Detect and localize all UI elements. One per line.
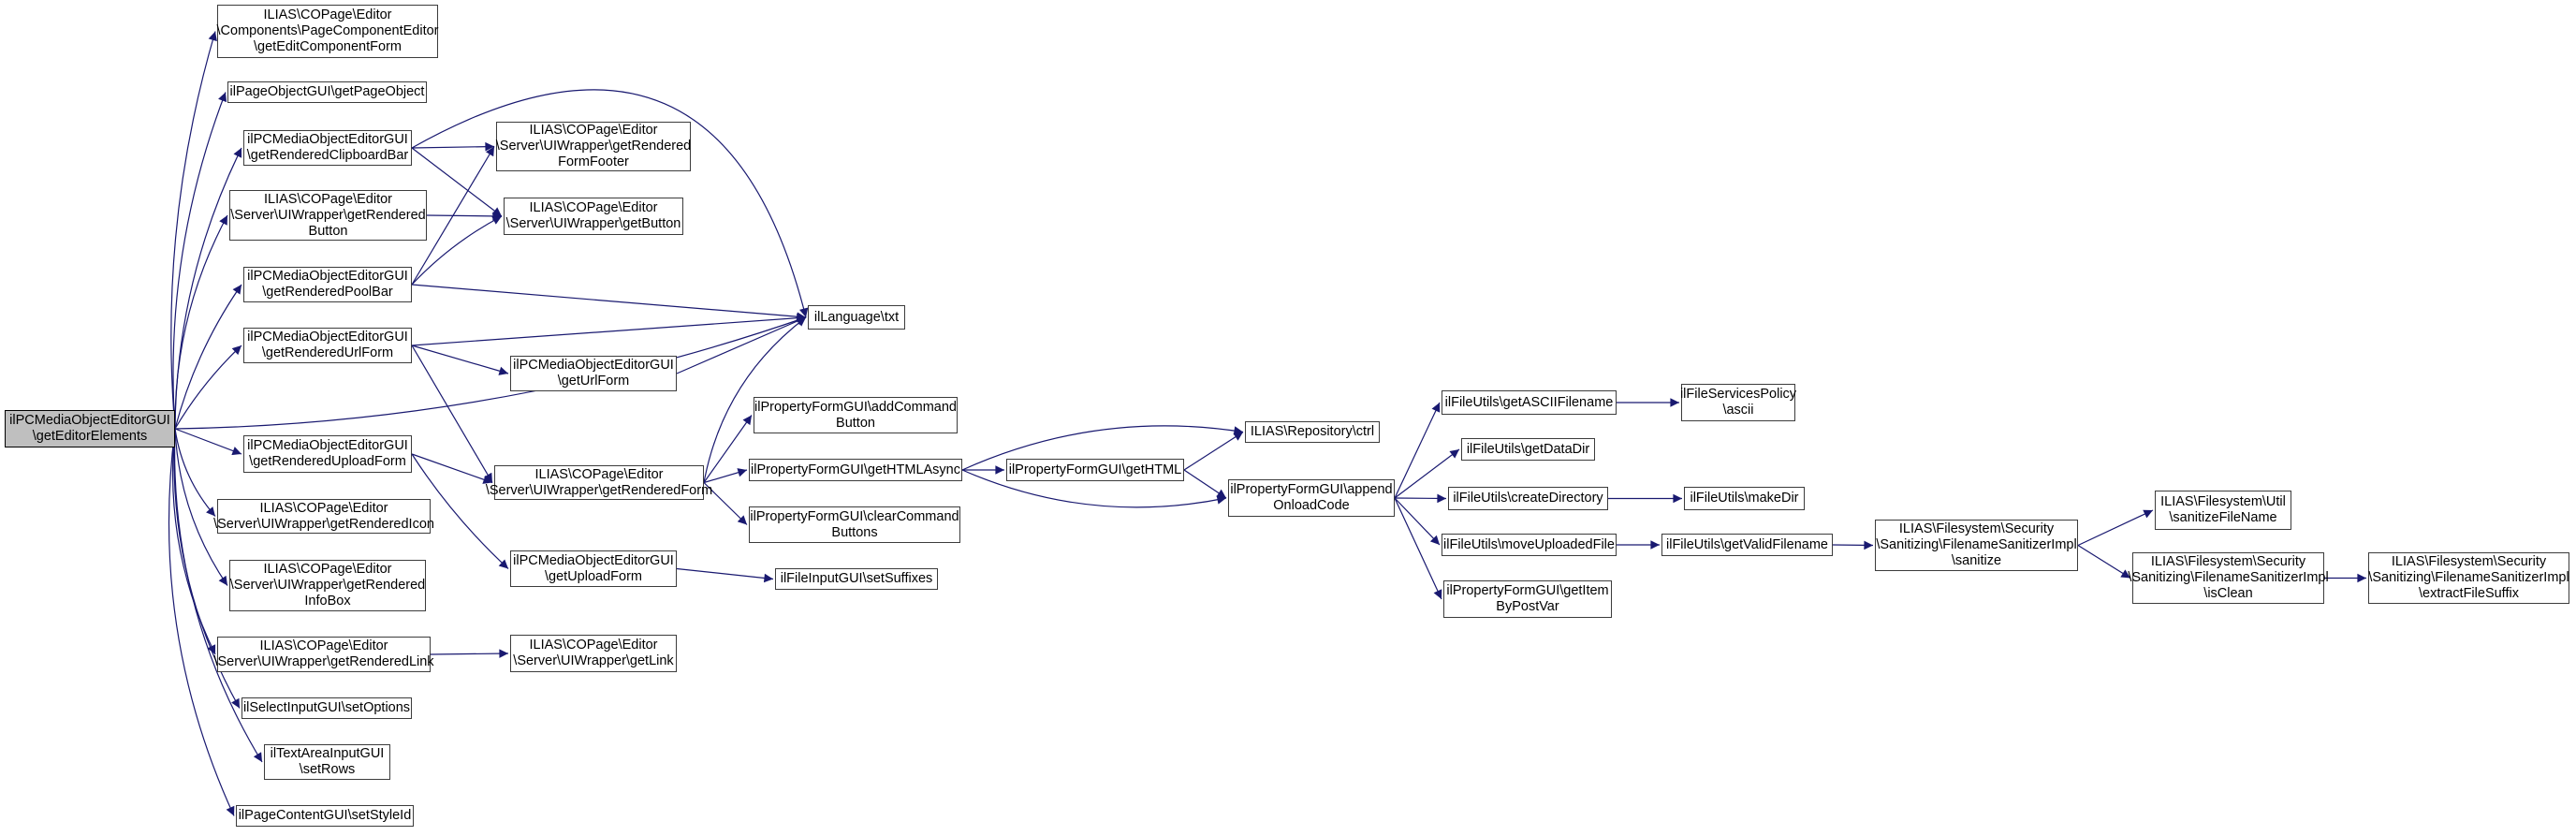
node-label-line: ILIAS\Filesystem\Security	[1898, 521, 2055, 536]
node-label-line: \getUploadForm	[545, 568, 642, 584]
node-label-line: \Server\UIWrapper\getRenderedLink	[213, 654, 434, 669]
edge-uiwrapper_getRenderedButton-uiwrapper_getButton	[427, 215, 502, 216]
node-label-line: ilPropertyFormGUI\getHTMLAsync	[751, 462, 960, 477]
node-label-line: \sanitizeFileName	[2169, 510, 2277, 525]
edge-getUrlForm-lang_txt	[677, 317, 806, 374]
node-label-line: ByPostVar	[1496, 599, 1559, 614]
node-getDataDir[interactable]	[1461, 438, 1595, 461]
node-label-line: Button	[836, 415, 875, 431]
node-label-line: Button	[308, 223, 348, 239]
node-clearCommandButtons[interactable]	[749, 506, 960, 543]
node-label-line: \isClean	[2203, 586, 2253, 601]
node-label-line: ilPCMediaObjectEditorGUI	[513, 358, 674, 373]
node-label-line: \getEditorElements	[32, 429, 148, 444]
node-uiwrapper_getLink[interactable]	[510, 635, 677, 672]
edge-getEditorElements-getPageObject	[173, 93, 226, 430]
node-label-line: ILIAS\Filesystem\Security	[2391, 554, 2547, 569]
node-getValidFilename[interactable]	[1661, 534, 1833, 556]
node-moveUploadedFile[interactable]	[1442, 534, 1617, 556]
node-getRenderedIcon[interactable]	[213, 499, 434, 534]
node-label-line: \Server\UIWrapper\getRenderedForm	[485, 482, 713, 498]
edge-getRenderedLink-uiwrapper_getLink	[431, 653, 508, 654]
node-label-line: \sanitize	[1951, 553, 2002, 568]
node-getRenderedFormFooter[interactable]	[496, 122, 691, 171]
node-label-line: ilPageObjectGUI\getPageObject	[229, 84, 425, 99]
edge-sanitize-sanitizeFileName	[2078, 510, 2153, 546]
node-getItemByPostVar[interactable]	[1443, 580, 1612, 618]
edge-getRenderedClipboardBar-getRenderedFormFooter	[412, 147, 494, 149]
node-repository_ctrl[interactable]	[1245, 421, 1380, 443]
node-label-line: \Sanitizing\FilenameSanitizerImpl	[1876, 537, 2077, 552]
node-setRows[interactable]	[264, 744, 390, 780]
node-label-line: \getRenderedClipboardBar	[246, 148, 409, 163]
node-label-line: Buttons	[831, 524, 878, 540]
edge-appendOnloadCode-moveUploadedFile	[1395, 498, 1440, 545]
node-getEditComponentForm[interactable]	[217, 5, 438, 58]
edge-getRenderedUrlForm-lang_txt	[412, 317, 806, 345]
node-getRenderedUploadForm[interactable]	[243, 435, 412, 473]
node-setOptions[interactable]	[242, 697, 412, 719]
node-label-line: \ascii	[1722, 403, 1754, 418]
node-getPageObject[interactable]	[227, 81, 427, 103]
node-label-line: ilPropertyFormGUI\clearCommand	[750, 508, 959, 524]
node-getRenderedClipboardBar[interactable]	[243, 130, 412, 166]
edge-getEditorElements-getRenderedPoolBar	[175, 285, 242, 429]
node-label-line: ilPropertyFormGUI\addCommand	[754, 399, 957, 415]
node-getRenderedLink[interactable]	[213, 637, 434, 672]
node-label-line: FormFooter	[558, 154, 629, 169]
node-getEditorElements	[5, 410, 175, 447]
node-label-line: ilFileUtils\moveUploadedFile	[1443, 536, 1615, 552]
edge-getEditorElements-getRenderedUrlForm	[175, 345, 242, 429]
edge-appendOnloadCode-getItemByPostVar	[1395, 498, 1442, 599]
node-label-line: \Components\PageComponentEditor	[216, 23, 439, 38]
node-label-line: \Server\UIWrapper\getButton	[505, 216, 681, 231]
node-label-line: ilPCMediaObjectEditorGUI	[247, 438, 408, 453]
node-label-line: ilFileUtils\createDirectory	[1453, 491, 1603, 506]
edge-appendOnloadCode-createDirectory	[1395, 498, 1446, 499]
node-label-line: \getEditComponentForm	[254, 39, 402, 54]
node-getHTML[interactable]	[1006, 459, 1184, 481]
node-label-line: \Server\UIWrapper\getRendered	[495, 139, 692, 154]
node-label-line: \setRows	[299, 762, 356, 777]
node-label-line: ilLanguage\txt	[813, 309, 900, 325]
edge-getRenderedForm-addCommandButton	[704, 416, 752, 483]
node-addCommandButton[interactable]	[754, 397, 958, 433]
node-extractFileSuffix[interactable]	[2368, 552, 2569, 604]
node-label-line: ilPropertyFormGUI\getItem	[1446, 583, 1609, 598]
edge-getRenderedUploadForm-getRenderedForm	[412, 454, 492, 483]
node-label-line: ilPropertyFormGUI\append	[1230, 482, 1393, 497]
node-label-line: ilFileUtils\getValidFilename	[1666, 536, 1828, 552]
node-label-line: ilSelectInputGUI\setOptions	[242, 700, 411, 715]
node-label-line: ilTextAreaInputGUI	[270, 746, 385, 761]
edge-getRenderedForm-getHTMLAsync	[704, 470, 747, 483]
node-getUploadForm[interactable]	[510, 550, 677, 587]
node-label-line: ilPageContentGUI\setStyleId	[238, 808, 412, 823]
node-getASCIIFilename[interactable]	[1442, 390, 1617, 415]
node-label-line: ilPCMediaObjectEditorGUI	[513, 552, 674, 568]
node-label-line: ILIAS\Repository\ctrl	[1250, 424, 1375, 439]
edge-getHTML-repository_ctrl	[1184, 433, 1243, 471]
node-label-line: ILIAS\COPage\Editor	[259, 500, 388, 516]
node-label-line: ilPCMediaObjectEditorGUI	[247, 269, 408, 284]
node-label-line: ilPCMediaObjectEditorGUI	[247, 132, 408, 147]
node-makeDir[interactable]	[1684, 487, 1805, 510]
node-label-line: ILIAS\Filesystem\Security	[2150, 554, 2306, 569]
edge-getRenderedUrlForm-getRenderedForm	[412, 345, 492, 483]
node-label-line: ILIAS\COPage\Editor	[259, 638, 388, 653]
node-label-line: ILIAS\COPage\Editor	[263, 7, 392, 22]
node-label-line: ILIAS\COPage\Editor	[529, 200, 658, 215]
node-label-line: ilPCMediaObjectEditorGUI	[247, 330, 408, 345]
node-label-line: \Server\UIWrapper\getRendered	[230, 207, 426, 223]
node-setSuffixes[interactable]	[775, 568, 938, 590]
edge-getHTML-appendOnloadCode	[1184, 470, 1226, 498]
node-label-line: InfoBox	[304, 594, 351, 609]
node-label-line: \getUrlForm	[557, 374, 630, 389]
edge-getEditorElements-getRenderedUploadForm	[175, 429, 242, 454]
node-appendOnloadCode[interactable]	[1228, 479, 1395, 517]
node-label-line: ilPCMediaObjectEditorGUI	[9, 413, 170, 428]
node-setStyleId[interactable]	[236, 805, 414, 827]
edge-getValidFilename-sanitize	[1833, 545, 1873, 546]
node-sanitizeFileName[interactable]	[2155, 491, 2291, 530]
node-label-line: \getRenderedUploadForm	[249, 454, 406, 469]
node-label-line: ILIAS\COPage\Editor	[529, 638, 658, 653]
node-getUrlForm[interactable]	[510, 356, 677, 391]
node-getHTMLAsync[interactable]	[749, 459, 962, 481]
node-getRenderedForm[interactable]	[485, 465, 713, 500]
node-label-line: ilFileUtils\getASCIIFilename	[1444, 394, 1614, 410]
node-label-line: ilFileServicesPolicy	[1679, 387, 1797, 402]
node-label-line: ilFileUtils\makeDir	[1690, 491, 1799, 506]
node-label-line: ILIAS\Filesystem\Util	[2160, 494, 2286, 509]
node-label-line: \Server\UIWrapper\getLink	[513, 653, 674, 668]
node-label-line: \extractFileSuffix	[2419, 586, 2519, 601]
node-fileservices_ascii[interactable]	[1681, 384, 1795, 421]
edge-sanitize-isClean	[2078, 546, 2130, 579]
node-label-line: ILIAS\COPage\Editor	[529, 123, 658, 138]
node-isClean[interactable]	[2128, 552, 2329, 604]
node-createDirectory[interactable]	[1448, 487, 1608, 510]
node-label-line: ILIAS\COPage\Editor	[263, 562, 392, 577]
node-getRenderedPoolBar[interactable]	[243, 267, 412, 302]
node-label-line: \Server\UIWrapper\getRendered	[229, 578, 426, 593]
node-uiwrapper_getButton[interactable]	[504, 198, 683, 235]
node-label-line: \Server\UIWrapper\getRenderedIcon	[213, 516, 434, 532]
node-label-line: \Sanitizing\FilenameSanitizerImpl	[2128, 570, 2329, 585]
node-getRenderedInfoBox[interactable]	[229, 560, 426, 611]
node-label-line: \getRenderedUrlForm	[261, 345, 394, 360]
node-lang_txt[interactable]	[808, 305, 905, 330]
node-label-line: ilFileUtils\getDataDir	[1466, 441, 1590, 457]
node-label-line: \getRenderedPoolBar	[262, 285, 393, 300]
node-uiwrapper_getRenderedButton[interactable]	[229, 190, 427, 241]
edge-getEditorElements-getRenderedLink	[173, 429, 215, 654]
node-label-line: OnloadCode	[1273, 498, 1350, 513]
node-label-line: ilFileInputGUI\setSuffixes	[780, 571, 933, 586]
edge-getRenderedPoolBar-lang_txt	[412, 285, 806, 317]
node-label-line: ILIAS\COPage\Editor	[263, 191, 392, 207]
edge-appendOnloadCode-getASCIIFilename	[1395, 403, 1440, 498]
node-sanitize[interactable]	[1875, 520, 2078, 571]
edge-getUploadForm-setSuffixes	[677, 569, 773, 579]
node-label-line: ilPropertyFormGUI\getHTML	[1008, 462, 1182, 477]
node-getRenderedUrlForm[interactable]	[243, 328, 412, 363]
node-label-line: \Sanitizing\FilenameSanitizerImpl	[2368, 570, 2569, 585]
node-label-line: ILIAS\COPage\Editor	[534, 466, 664, 482]
